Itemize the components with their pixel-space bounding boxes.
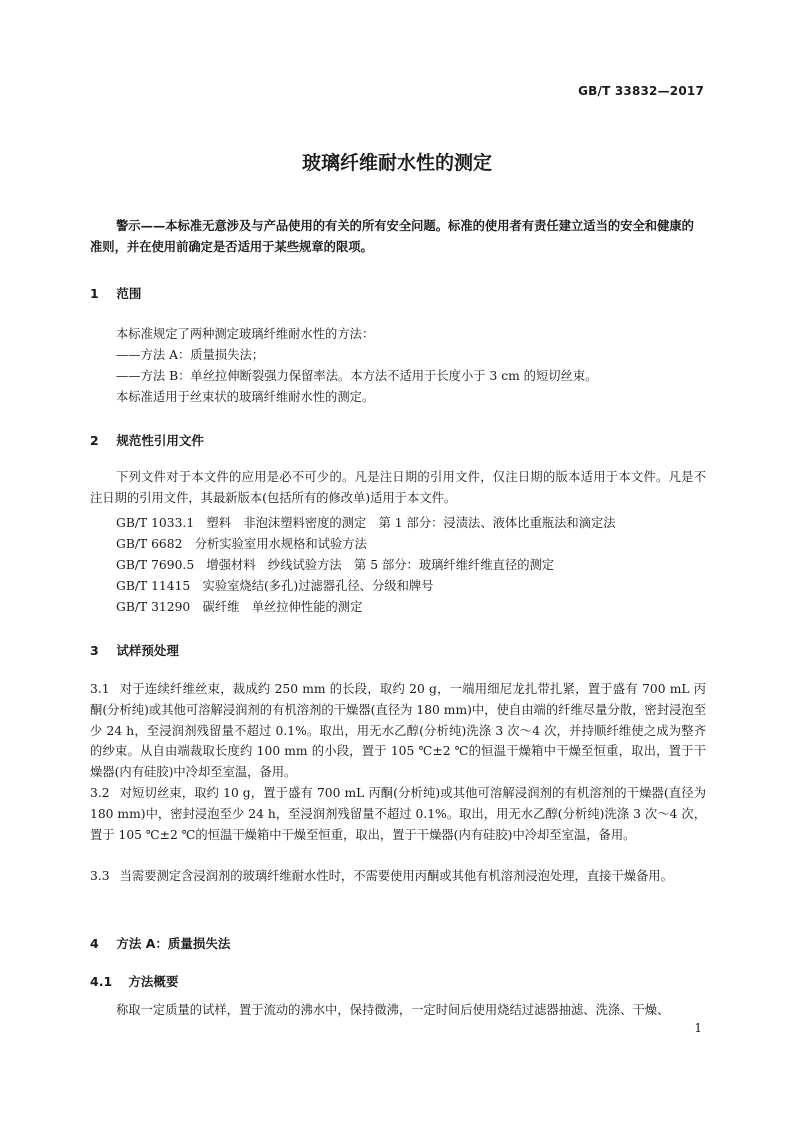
subsection-title: 方法概要	[128, 974, 179, 989]
method-overview-text: 称取一定质量的试样，置于流动的沸水中，保持微沸，一定时间后使用烧结过滤器抽滤、洗涤、干燥、	[116, 1003, 670, 1017]
subsection-4-1-heading	[90, 972, 178, 990]
clause-text: 当需要测定含浸润剂的玻璃纤维耐水性时，不需要使用丙酮或其他有机溶剂浸泡处理，直接干燥备用。	[119, 869, 673, 883]
scope-line-1: 本标准规定了两种测定玻璃纤维耐水性的方法：	[116, 327, 375, 341]
section-title: 试样预处理	[116, 643, 179, 658]
clause-number: 3.2	[90, 786, 110, 800]
section-2-heading	[90, 431, 204, 449]
clause-text: 对于连续纤维丝束，裁成约 250 mm 的长段，取约 20 g，一端用细尼龙扎带扎紧，置于盛有 700 mL 丙酮(分析纯)或其他可溶解浸润剂的有机溶剂的干燥器(直径为 180 mm)中，使自由端的纤维尽量分散，密封浸泡至少 24 h，至浸润剂残留量不超过 0.1%。取出，用无水乙醇(分析纯)洗涤 3 次～4 次，并持顺纤维使之成为整齐的纱束。从自由端裁取长度约 100 mm 的小段，置于 105 ℃±2 ℃的恒温干燥箱中干燥至恒重，取出，置于干燥器(内有硅胶)中冷却至室温，备用。	[90, 682, 706, 780]
section-number: 4	[90, 936, 99, 951]
section-4-heading	[90, 934, 230, 952]
section-number: 2	[90, 433, 99, 448]
section-title: 范围	[116, 286, 142, 301]
section-number: 1	[90, 286, 99, 301]
warning-text: 警示——本标准无意涉及与产品使用的有关的所有安全问题。标准的使用者有责任建立适当的安全和健康的准则，并在使用前确定是否适用于某些规章的限项。	[90, 219, 694, 254]
section-3-heading	[90, 641, 179, 659]
section-title: 规范性引用文件	[116, 433, 204, 448]
scope-line-4: 本标准适用于丝束状的玻璃纤维耐水性的测定。	[116, 390, 375, 404]
reference-item: GB/T 31290 碳纤维 单丝拉伸性能的测定	[116, 600, 363, 614]
clause-3-3	[90, 866, 706, 887]
page-title: 玻璃纤维耐水性的测定	[301, 152, 492, 174]
reference-item: GB/T 6682 分析实验室用水规格和试验方法	[116, 537, 367, 551]
reference-item: GB/T 1033.1 塑料 非泡沫塑料密度的测定 第 1 部分：浸渍法、液体比重瓶法和滴定法	[116, 516, 616, 530]
clause-number: 3.3	[90, 869, 110, 883]
reference-item: GB/T 7690.5 增强材料 纱线试验方法 第 5 部分：玻璃纤维纤维直径的测定	[116, 558, 555, 572]
normative-intro: 下列文件对于本文件的应用是必不可少的。凡是注日期的引用文件，仅注日期的版本适用于本文件。凡是不注日期的引用文件，其最新版本(包括所有的修改单)适用于本文件。	[90, 470, 706, 505]
section-number: 3	[90, 643, 99, 658]
subsection-number: 4.1	[90, 974, 113, 989]
clause-3-1	[90, 679, 706, 783]
scope-line-2: ——方法 A：质量损失法；	[116, 348, 265, 362]
section-title: 方法 A：质量损失法	[116, 936, 231, 951]
clause-number: 3.1	[90, 682, 110, 696]
clause-3-2	[90, 783, 706, 845]
scope-line-3: ——方法 B：单丝拉伸断裂强力保留率法。本方法不适用于长度小于 3 cm 的短切丝束。	[116, 369, 598, 383]
clause-text: 对短切丝束，取约 10 g，置于盛有 700 mL 丙酮(分析纯)或其他可溶解浸润剂的有机溶剂的干燥器(直径为 180 mm)中，密封浸泡至少 24 h，至浸润剂残留量不超过 0.1%。取出，用无水乙醇(分析纯)洗涤 3 次～4 次，置于 105 ℃±2 ℃的恒温干燥箱中干燥至恒重，取出，置于干燥器(内有硅胶)中冷却至室温，备用。	[90, 786, 706, 842]
section-1-heading	[90, 284, 141, 302]
warning-paragraph	[90, 216, 706, 258]
standard-code-header: GB/T 33832—2017	[578, 84, 704, 98]
page-number: 1	[694, 1021, 702, 1035]
reference-item: GB/T 11415 实验室烧结(多孔)过滤器孔径、分级和牌号	[116, 579, 434, 593]
